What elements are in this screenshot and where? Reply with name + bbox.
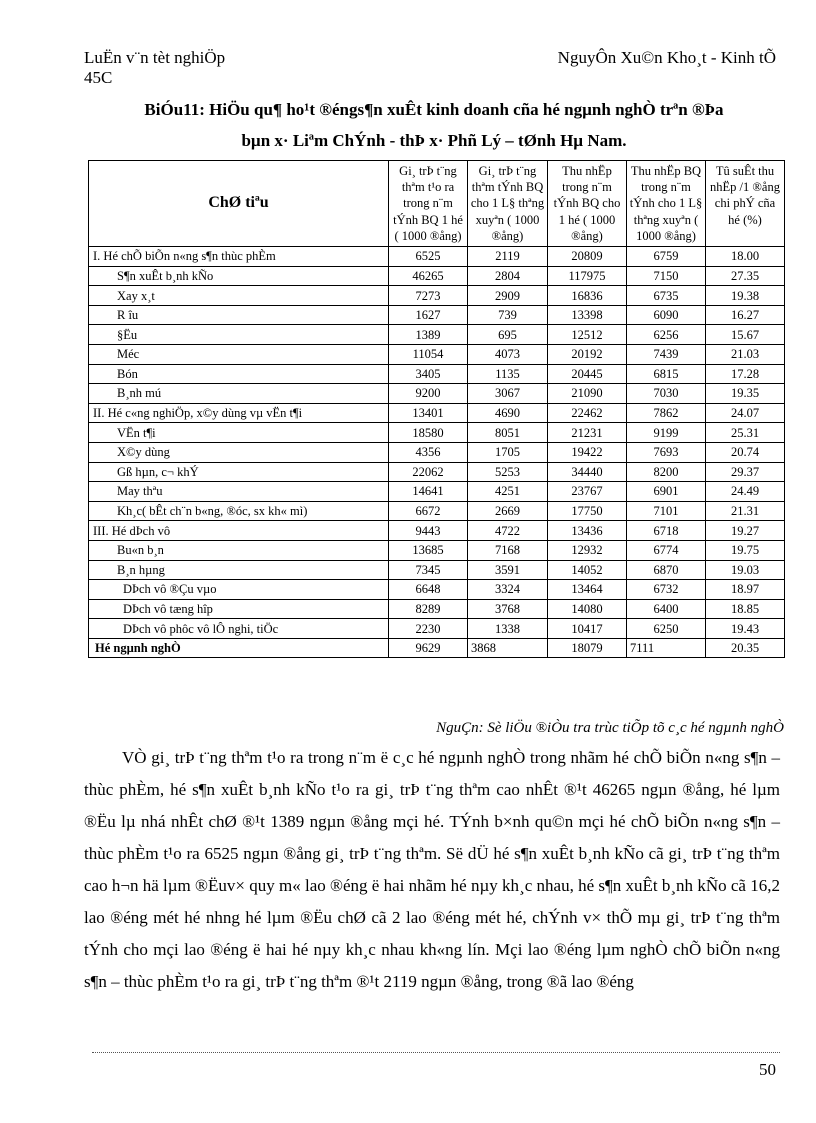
cell-value: 3324 <box>468 580 548 600</box>
cell-value: 17.28 <box>706 364 785 384</box>
row-label: III. Hé dÞch vô <box>89 521 389 541</box>
cell-value: 3405 <box>389 364 468 384</box>
cell-value: 8200 <box>627 462 706 482</box>
table-row <box>89 266 785 286</box>
cell-value: 3067 <box>468 384 548 404</box>
row-label: X©y dùng <box>89 442 389 462</box>
cell-value: 19.03 <box>706 560 785 580</box>
cell-value: 7439 <box>627 344 706 364</box>
cell-value: 5253 <box>468 462 548 482</box>
cell-value: 16836 <box>548 286 627 306</box>
cell-value: 20445 <box>548 364 627 384</box>
cell-value: 21.03 <box>706 344 785 364</box>
column-header-value-added-per-worker: Gi¸ trÞ t¨ng thªm tÝnh BQ cho 1 L§ thªng xuyªn ( 1000 ®ång) <box>468 161 548 247</box>
column-header-income-per-household: Thu nhËp trong n¨m tÝnh BQ cho 1 hé ( 1000 ®ång) <box>548 161 627 247</box>
cell-value: 6732 <box>627 580 706 600</box>
cell-value: 15.67 <box>706 325 785 345</box>
row-label: DÞch vô phôc vô lÔ nghi, tiÖc <box>89 619 389 639</box>
row-label: DÞch vô ®Çu vµo <box>89 580 389 600</box>
table-row <box>89 286 785 306</box>
cell-value: 19.75 <box>706 540 785 560</box>
row-label: I. Hé chÕ biÕn n«ng s¶n thùc phÈm <box>89 247 389 267</box>
table-row <box>89 423 785 443</box>
cell-value: 4690 <box>468 403 548 423</box>
cell-value: 7101 <box>627 501 706 521</box>
cell-value: 12512 <box>548 325 627 345</box>
cell-value: 19.27 <box>706 521 785 541</box>
cell-value: 16.27 <box>706 305 785 325</box>
cell-value: 3591 <box>468 560 548 580</box>
cell-value: 34440 <box>548 462 627 482</box>
header-class-label: 45C <box>84 68 113 87</box>
table-row <box>89 247 785 267</box>
cell-value: 18.85 <box>706 599 785 619</box>
total-label: Hé ngµnh nghÒ <box>89 638 389 658</box>
table-row <box>89 501 785 521</box>
cell-value: 9443 <box>389 521 468 541</box>
cell-value: 6870 <box>627 560 706 580</box>
column-header-income-per-worker: Thu nhËp BQ trong n¨m tÝnh cho 1 L§ thªng xuyªn ( 1000 ®ång) <box>627 161 706 247</box>
cell-value: 6672 <box>389 501 468 521</box>
cell-value: 13685 <box>389 540 468 560</box>
cell-value: 1705 <box>468 442 548 462</box>
cell-value: 20809 <box>548 247 627 267</box>
cell-value: 2230 <box>389 619 468 639</box>
cell-value: 19.35 <box>706 384 785 404</box>
cell-value: 6400 <box>627 599 706 619</box>
cell-value: 6718 <box>627 521 706 541</box>
column-header-indicator: ChØ tiªu <box>89 161 389 247</box>
table-total-row <box>89 638 785 658</box>
cell-value: 4356 <box>389 442 468 462</box>
row-label: §Ëu <box>89 325 389 345</box>
cell-value: 117975 <box>548 266 627 286</box>
cell-value: 23767 <box>548 482 627 502</box>
cell-value: 6735 <box>627 286 706 306</box>
row-label: DÞch vô tæng hîp <box>89 599 389 619</box>
cell-value: 46265 <box>389 266 468 286</box>
cell-value: 7168 <box>468 540 548 560</box>
row-label: B¸n hµng <box>89 560 389 580</box>
table-row <box>89 560 785 580</box>
cell-value: 2909 <box>468 286 548 306</box>
body-paragraph-text: VÒ gi¸ trÞ t¨ng thªm t¹o ra trong n¨m ë c¸c hé ngµnh nghÒ trong nhãm hé chÕ biÕn n«ng s¶n – thùc phÈm, hé s¶n xuÊt b¸nh kÑo t¹o ra gi¸ trÞ t¨ng thªm cao nhÊt ®¹t 46265 ngµn ®ång, hé lµm ®Ëu lµ nhá nhÊt chØ ®¹t 1389 ngµn ®ång mçi hé. TÝnh b×nh qu©n mçi hé chÕ biÕn n«ng s¶n – thùc phÈm t¹o ra 6525 ngµn ®ång gi¸ trÞ t¨ng thªm. Së dÜ hé s¶n xuÊt b¸nh kÑo cã gi¸ trÞ t¨ng thªm cao h¬n hä lµm ®Ëuv× quy m« lao ®éng ë hai nhãm hé nµy kh¸c nhau, hé s¶n xuÊt b¸nh kÑo cã 16,2 lao ®éng mét hé nhng hé lµm ®Ëu chØ cã 2 lao ®éng mét hé, chÝnh v× thÕ mµ gi¸ trÞ t¨ng thªm tÝnh cho mçi lao ®éng ë hai hé nµy kh¸c nhau kh«ng lín. Mçi lao ®éng lµm nghÒ chÕ biÕn n«ng s¶n – thùc phÈm t¹o ra gi¸ trÞ t¨ng thªm ®¹t 2119 ngµn ®ång, trong ®ã lao ®éng <box>84 748 780 991</box>
cell-value: 9200 <box>389 384 468 404</box>
row-label: B¸nh mú <box>89 384 389 404</box>
cell-value: 13398 <box>548 305 627 325</box>
total-cell-value: 3868 <box>468 638 548 658</box>
cell-value: 21090 <box>548 384 627 404</box>
page-number: 50 <box>759 1060 776 1079</box>
table-row <box>89 403 785 423</box>
cell-value: 18.97 <box>706 580 785 600</box>
cell-value: 6090 <box>627 305 706 325</box>
cell-value: 8051 <box>468 423 548 443</box>
cell-value: 10417 <box>548 619 627 639</box>
cell-value: 2119 <box>468 247 548 267</box>
cell-value: 3768 <box>468 599 548 619</box>
table-row <box>89 540 785 560</box>
cell-value: 17750 <box>548 501 627 521</box>
cell-value: 4073 <box>468 344 548 364</box>
cell-value: 22062 <box>389 462 468 482</box>
cell-value: 6774 <box>627 540 706 560</box>
table-row <box>89 325 785 345</box>
cell-value: 7273 <box>389 286 468 306</box>
table-header-row <box>89 161 785 247</box>
cell-value: 18.00 <box>706 247 785 267</box>
cell-value: 7345 <box>389 560 468 580</box>
table-title-line-2: bµn x· Liªm ChÝnh - thÞ x· Phñ Lý – tØnh Hµ Nam. <box>241 131 627 150</box>
cell-value: 24.49 <box>706 482 785 502</box>
source-note: NguÇn: Sè liÖu ®iÒu tra trùc tiÕp tõ c¸c hé ngµnh nghÒ <box>436 720 784 736</box>
row-label: II. Hé c«ng nghiÖp, x©y dùng vµ vËn t¶i <box>89 403 389 423</box>
cell-value: 14080 <box>548 599 627 619</box>
cell-value: 7150 <box>627 266 706 286</box>
cell-value: 1338 <box>468 619 548 639</box>
table-row <box>89 344 785 364</box>
cell-value: 20.74 <box>706 442 785 462</box>
cell-value: 27.35 <box>706 266 785 286</box>
cell-value: 19.38 <box>706 286 785 306</box>
cell-value: 13436 <box>548 521 627 541</box>
cell-value: 695 <box>468 325 548 345</box>
header-thesis-label: LuËn v¨n tèt nghiÖp <box>84 48 226 67</box>
cell-value: 29.37 <box>706 462 785 482</box>
cell-value: 4722 <box>468 521 548 541</box>
header-author: NguyÔn Xu©n Kho¸t - Kinh tÕ <box>557 48 776 67</box>
cell-value: 13464 <box>548 580 627 600</box>
cell-value: 7862 <box>627 403 706 423</box>
table-row <box>89 462 785 482</box>
cell-value: 6250 <box>627 619 706 639</box>
cell-value: 6815 <box>627 364 706 384</box>
cell-value: 21.31 <box>706 501 785 521</box>
cell-value: 1627 <box>389 305 468 325</box>
cell-value: 8289 <box>389 599 468 619</box>
table-row <box>89 364 785 384</box>
table-row <box>89 442 785 462</box>
cell-value: 6759 <box>627 247 706 267</box>
cell-value: 1135 <box>468 364 548 384</box>
cell-value: 13401 <box>389 403 468 423</box>
cell-value: 21231 <box>548 423 627 443</box>
table-row <box>89 384 785 404</box>
cell-value: 19.43 <box>706 619 785 639</box>
total-cell-value: 9629 <box>389 638 468 658</box>
cell-value: 6901 <box>627 482 706 502</box>
table-body <box>89 247 785 658</box>
header-left <box>84 48 225 88</box>
cell-value: 6256 <box>627 325 706 345</box>
cell-value: 11054 <box>389 344 468 364</box>
cell-value: 2804 <box>468 266 548 286</box>
cell-value: 739 <box>468 305 548 325</box>
data-table <box>88 160 785 658</box>
row-label: VËn t¶i <box>89 423 389 443</box>
cell-value: 14052 <box>548 560 627 580</box>
table-row <box>89 482 785 502</box>
row-label: Xay x¸t <box>89 286 389 306</box>
total-cell-value: 20.35 <box>706 638 785 658</box>
cell-value: 14641 <box>389 482 468 502</box>
row-label: Kh¸c( bÊt ch¨n b«ng, ®óc, sx kh« mì) <box>89 501 389 521</box>
cell-value: 25.31 <box>706 423 785 443</box>
table-row <box>89 599 785 619</box>
footer-divider <box>92 1052 780 1053</box>
table-row <box>89 580 785 600</box>
table-row <box>89 619 785 639</box>
total-cell-value: 7111 <box>627 638 706 658</box>
row-label: Bón <box>89 364 389 384</box>
cell-value: 12932 <box>548 540 627 560</box>
row-label: May thªu <box>89 482 389 502</box>
cell-value: 6525 <box>389 247 468 267</box>
cell-value: 24.07 <box>706 403 785 423</box>
table-row <box>89 305 785 325</box>
row-label: Gß hµn, c¬ khÝ <box>89 462 389 482</box>
cell-value: 6648 <box>389 580 468 600</box>
body-paragraph <box>84 742 780 998</box>
row-label: S¶n xuÊt b¸nh kÑo <box>89 266 389 286</box>
cell-value: 20192 <box>548 344 627 364</box>
cell-value: 7030 <box>627 384 706 404</box>
cell-value: 18580 <box>389 423 468 443</box>
cell-value: 22462 <box>548 403 627 423</box>
cell-value: 1389 <box>389 325 468 345</box>
column-header-value-added-per-household: Gi¸ trÞ t¨ng thªm t¹o ra trong n¨m tÝnh BQ 1 hé ( 1000 ®ång) <box>389 161 468 247</box>
row-label: Bu«n b¸n <box>89 540 389 560</box>
column-header-income-cost-ratio: Tû suÊt thu nhËp /1 ®ång chi phÝ cña hé (%) <box>706 161 785 247</box>
table-title-line-1: BiÓu11: HiÖu qu¶ ho¹t ®éngs¶n xuÊt kinh doanh cña hé ngµnh nghÒ trªn ®Þa <box>144 100 724 119</box>
row-label: R îu <box>89 305 389 325</box>
cell-value: 4251 <box>468 482 548 502</box>
cell-value: 7693 <box>627 442 706 462</box>
cell-value: 9199 <box>627 423 706 443</box>
total-cell-value: 18079 <box>548 638 627 658</box>
row-label: Méc <box>89 344 389 364</box>
table-row <box>89 521 785 541</box>
cell-value: 19422 <box>548 442 627 462</box>
cell-value: 2669 <box>468 501 548 521</box>
